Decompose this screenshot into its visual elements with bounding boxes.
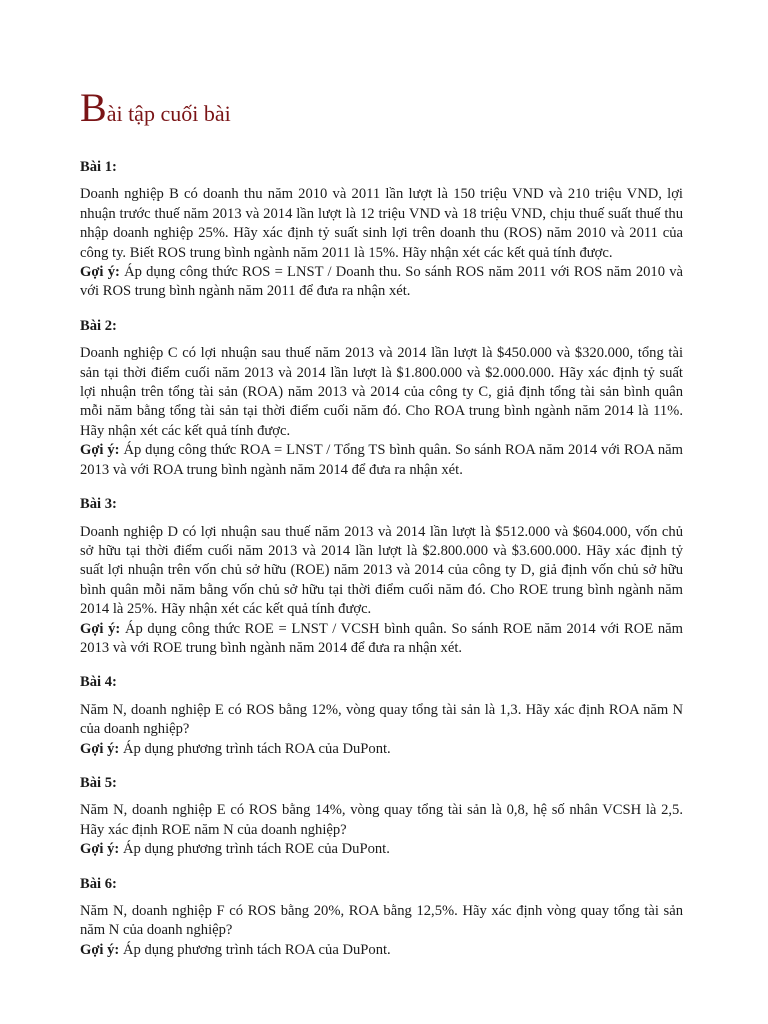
hint-label: Gợi ý:	[80, 740, 120, 757]
exercise-4	[80, 673, 683, 759]
exercise-text: Doanh nghiệp D có lợi nhuận sau thuế năm 2013 và 2014 lần lượt là $512.000 và $604.000, vốn chủ sở hữu tại thời điểm cuối năm 2013 và 2014 lần lượt là $2.800.000 và $3.600.000. Hãy xác định tỷ suất lợi nhuận trên vốn chủ sở hữu (ROE) năm 2013 và 2014 của công ty D, giả định vốn chủ sở hữu bình quân mỗi năm bằng vốn chủ sở hữu tại thời điểm cuối năm đó. Cho ROE trung bình ngành năm 2014 là 25%. Hãy nhận xét các kết quả tính được.	[80, 523, 683, 618]
exercise-6	[80, 875, 683, 961]
exercise-hint	[80, 840, 683, 859]
hint-text: Áp dụng công thức ROA = LNST / Tổng TS bình quân. So sánh ROA năm 2014 với ROA năm 2013 và với ROA trung bình ngành năm 2014 để đưa ra nhận xét.	[80, 442, 684, 478]
hint-text: Áp dụng phương trình tách ROA của DuPont.	[122, 740, 391, 757]
exercise-label: Bài 6:	[80, 875, 117, 892]
hint-text: Áp dụng phương trình tách ROA của DuPont.	[122, 941, 391, 958]
exercise-2	[80, 317, 683, 480]
hint-label: Gợi ý:	[80, 264, 120, 281]
exercise-hint	[80, 740, 683, 759]
title-initial: B	[80, 85, 107, 130]
exercise-list	[80, 158, 683, 975]
title-rest: ài tập cuối bài	[106, 101, 231, 126]
exercise-hint	[80, 620, 683, 659]
hint-label: Gợi ý:	[80, 620, 121, 637]
exercise-text: Năm N, doanh nghiệp E có ROS bằng 14%, vòng quay tổng tài sản là 0,8, hệ số nhân VCSH là 2,5. Hãy xác định ROE năm N của doanh nghiệp?	[80, 802, 683, 838]
hint-label: Gợi ý:	[80, 442, 120, 459]
exercise-text: Năm N, doanh nghiệp E có ROS bằng 12%, vòng quay tổng tài sản là 1,3. Hãy xác định ROA năm N của doanh nghiệp?	[80, 701, 683, 738]
exercise-text: Doanh nghiệp B có doanh thu năm 2010 và 2011 lần lượt là 150 triệu VND và 210 triệu VND, lợi nhuận trước thuế năm 2013 và 2014 lần lượt là 12 triệu VND và 18 triệu VND, chịu thuế suất thuế thu nhập doanh nghiệp 25%. Hãy xác định tỷ suất sinh lợi trên doanh thu (ROS) năm 2010 và 2011 của công ty. Biết ROS trung bình ngành năm 2011 là 15%. Hãy nhận xét các kết quả tính được.	[80, 186, 683, 261]
hint-text: Áp dụng phương trình tách ROE của DuPont.	[122, 841, 390, 858]
exercise-label: Bài 5:	[80, 774, 117, 791]
exercise-label: Bài 1:	[80, 159, 117, 175]
exercise-hint	[80, 941, 683, 960]
exercise-label: Bài 3:	[80, 496, 117, 513]
page-title	[80, 85, 231, 134]
exercise-label: Bài 4:	[80, 674, 117, 691]
exercise-hint	[80, 441, 683, 480]
hint-label: Gợi ý:	[80, 841, 120, 858]
exercise-5	[80, 774, 683, 860]
hint-label: Gợi ý:	[80, 941, 120, 958]
exercise-1	[80, 158, 683, 302]
exercise-text: Doanh nghiệp C có lợi nhuận sau thuế năm 2013 và 2014 lần lượt là $450.000 và $320.000, tổng tài sản tại thời điểm cuối năm 2013 và 2014 lần lượt là $1.800.000 và $2.000.000. Hãy xác định tỷ suất lợi nhuận trên tổng tài sản (ROA) năm 2013 và 2014 của công ty C, giả định tổng tài sản bình quân mỗi năm bằng tổng tài sản tại thời điểm cuối năm đó. Cho ROA trung bình ngành năm 2014 là 11%. Hãy nhận xét các kết quả tính được.	[80, 345, 683, 439]
hint-text: Áp dụng công thức ROS = LNST / Doanh thu. So sánh ROS năm 2011 với ROS năm 2010 và với ROS trung bình ngành năm 2011 để đưa ra nhận xét.	[80, 264, 684, 300]
hint-text: Áp dụng công thức ROE = LNST / VCSH bình quân. So sánh ROE năm 2014 với ROE năm 2013 và với ROE trung bình ngành năm 2014 để đưa ra nhận xét.	[80, 620, 684, 656]
exercise-hint	[80, 263, 683, 302]
exercise-text: Năm N, doanh nghiệp F có ROS bằng 20%, ROA bằng 12,5%. Hãy xác định vòng quay tổng tài sản năm N của doanh nghiệp?	[80, 903, 683, 939]
exercise-3	[80, 495, 683, 658]
exercise-label: Bài 2:	[80, 317, 117, 334]
